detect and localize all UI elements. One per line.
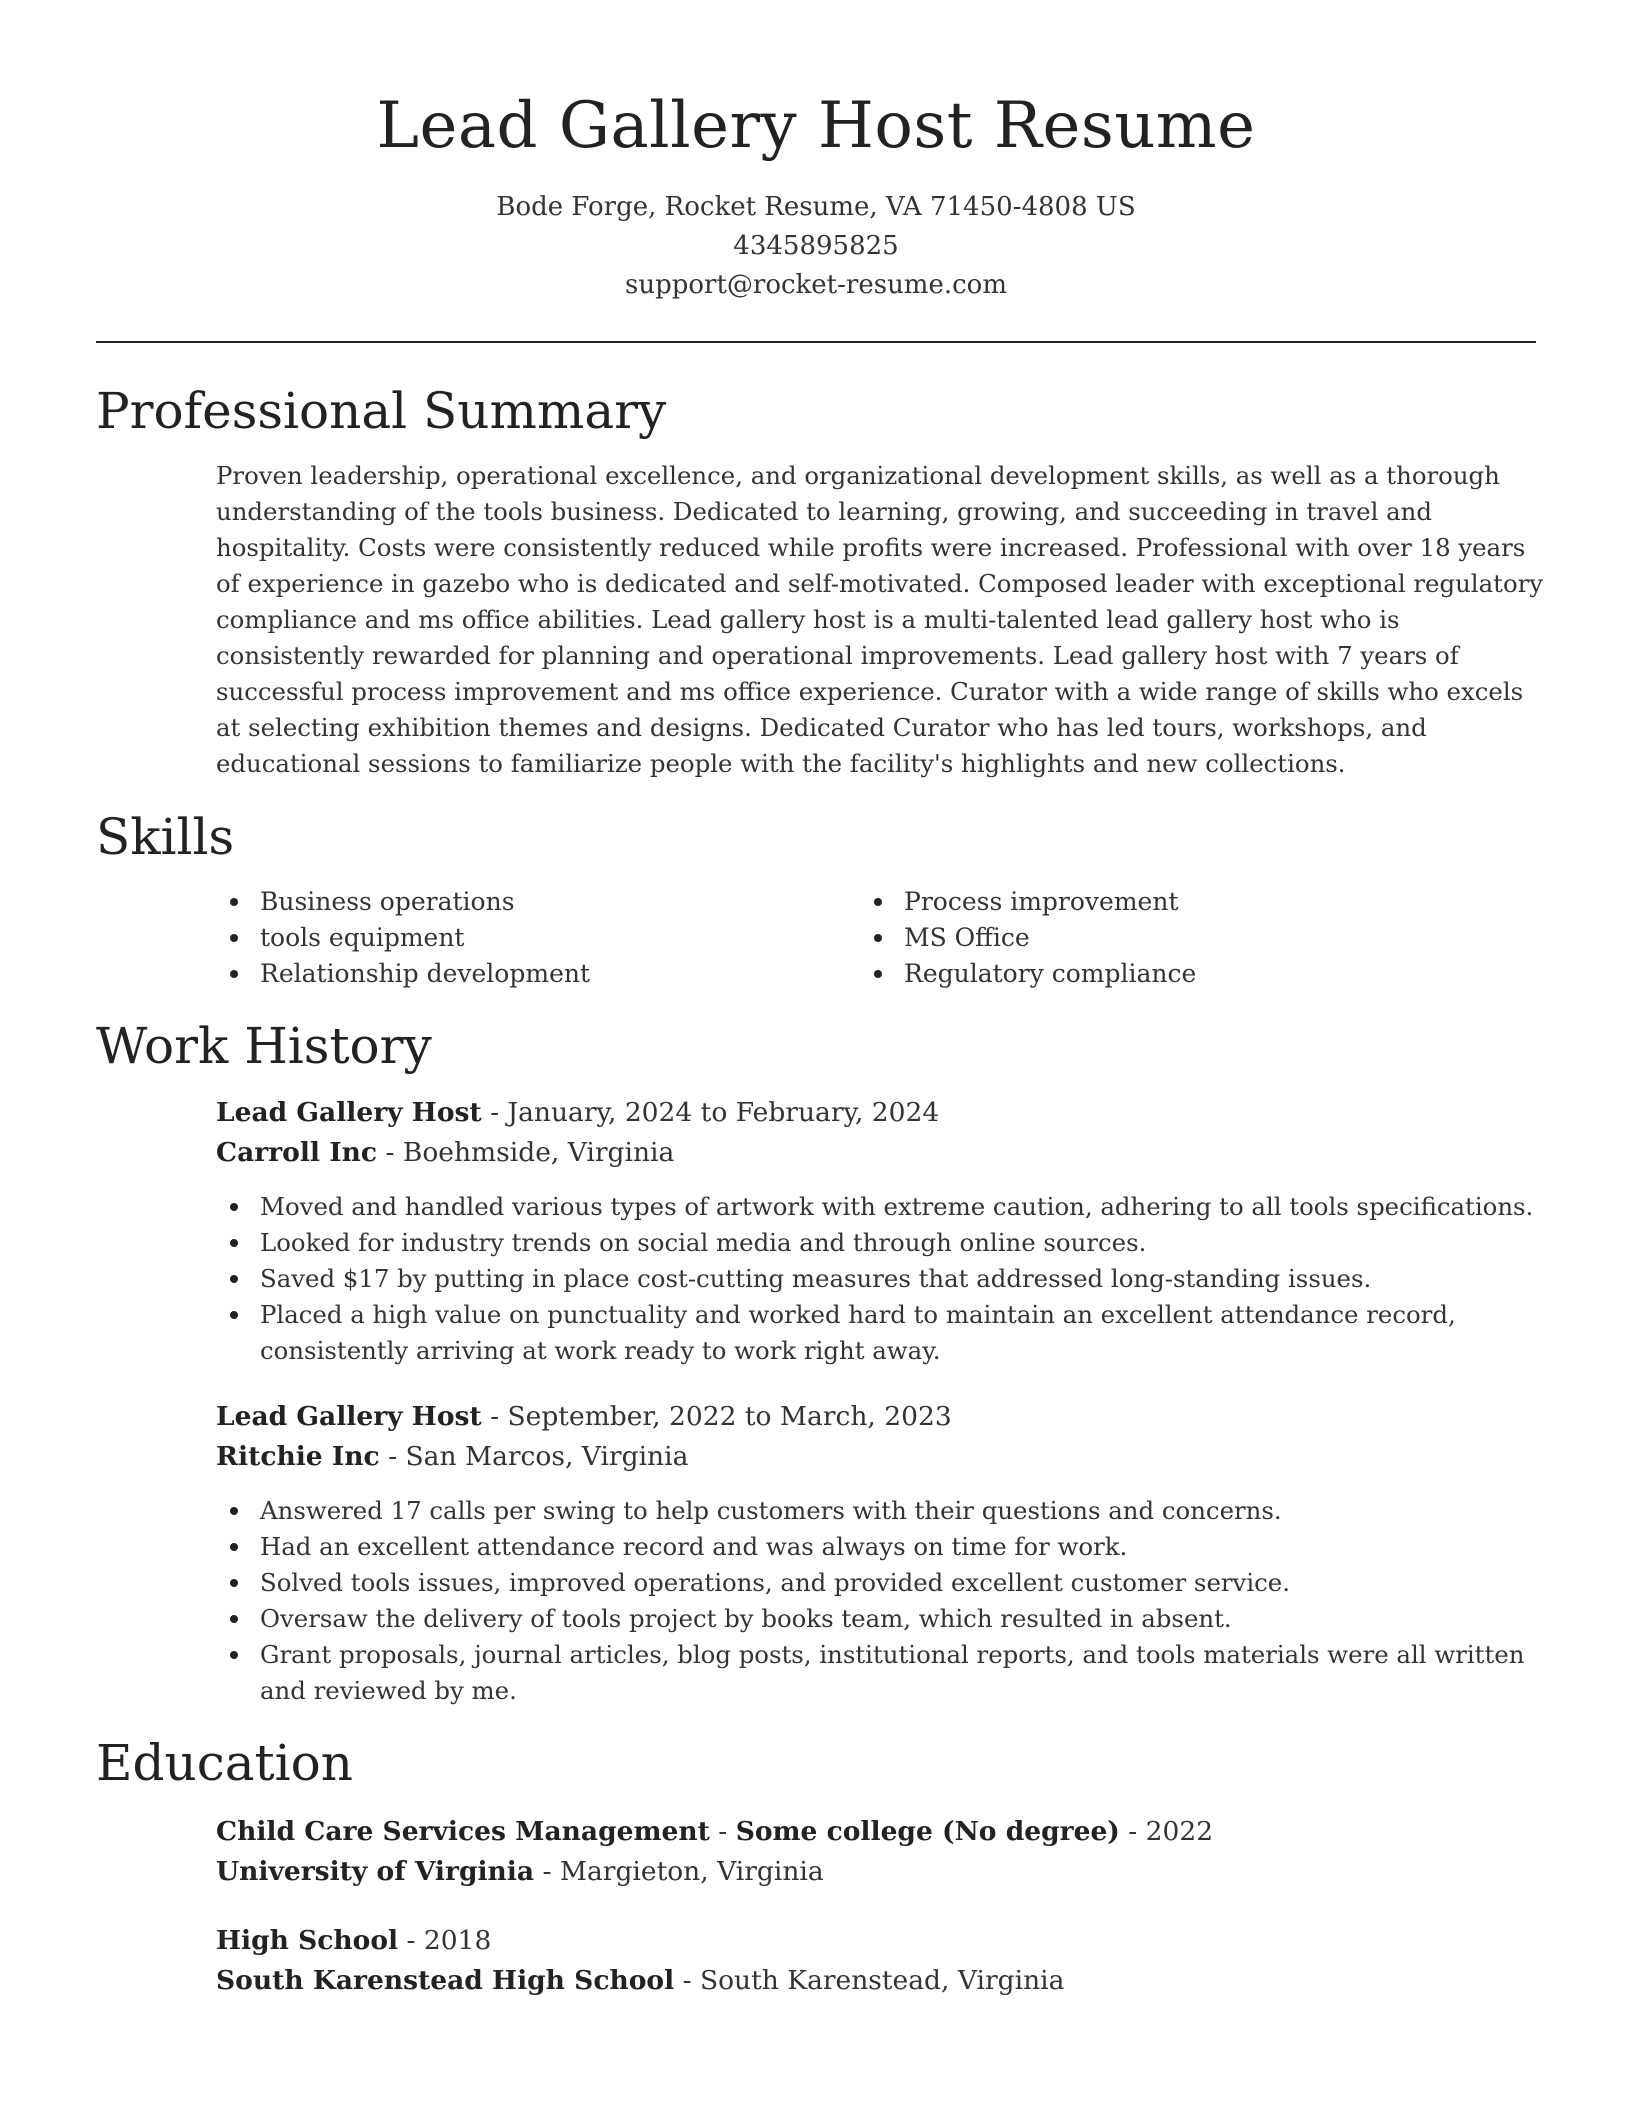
job-title-line: Lead Gallery Host - September, 2022 to March, 2023 [216,1401,952,1432]
header-divider [96,341,1536,343]
job-header [216,1397,1536,1477]
education-program-line: Child Care Services Management - Some college (No degree) - 2022 [216,1816,1214,1847]
job-company-line: Ritchie Inc - San Marcos, Virginia [216,1441,689,1472]
education-entry [216,1812,1536,1892]
bullet-icon [230,1651,238,1659]
education-degree: Some college (No degree) [735,1816,1120,1847]
education-location: South Karenstead, Virginia [699,1965,1065,1996]
education-program-line: High School - 2018 [216,1925,492,1956]
job-company: Carroll Inc [216,1137,378,1168]
job-bullet: Solved tools issues, improved operations, and provided excellent customer service. [216,1565,1536,1601]
bullet-icon [874,970,882,978]
job-header [216,1093,1536,1173]
work-heading: Work History [96,1017,432,1075]
education-year: 2018 [423,1925,492,1956]
education-school: University of Virginia [216,1856,535,1887]
skill-item: Relationship development [216,956,856,992]
bullet-icon [230,934,238,942]
bullet-icon [230,1615,238,1623]
job-company-line: Carroll Inc - Boehmside, Virginia [216,1137,675,1168]
education-program: High School [216,1925,399,1956]
bullet-icon [230,1275,238,1283]
bullet-icon [874,898,882,906]
bullet-icon [230,898,238,906]
education-program: Child Care Services Management [216,1816,710,1847]
education-school-line: University of Virginia - Margieton, Virginia [216,1856,824,1887]
job-bullet: Placed a high value on punctuality and worked hard to maintain an excellent attendance record, consistently arriving at work ready to work right away. [216,1297,1536,1369]
job-dates: January, 2024 to February, 2024 [507,1097,940,1128]
skill-item: Regulatory compliance [860,956,1500,992]
resume-title: Lead Gallery Host Resume [376,89,1256,163]
job-location: Boehmside, Virginia [402,1137,675,1168]
skills-column-right [860,884,1500,992]
bullet-icon [230,970,238,978]
contact-phone: 4345895825 [733,231,899,261]
education-location: Margieton, Virginia [559,1856,824,1887]
skill-item: Process improvement [860,884,1500,920]
bullet-icon [230,1579,238,1587]
skills-column-left [216,884,856,992]
education-entry [216,1921,1536,2001]
summary-heading: Professional Summary [96,382,667,440]
bullet-icon [230,1203,238,1211]
job-bullets [216,1493,1536,1709]
contact-email: support@rocket-resume.com [624,270,1007,300]
summary-text: Proven leadership, operational excellence, and organizational development skills, as well as a thorough understanding of the tools business. Dedicated to learning, growing, and succeeding in travel and hospitality. Costs were consistently reduced while profits were increased. Professional with over 18 years of experience in gazebo who is dedicated and self-motivated. Composed leader with exceptional regulatory compliance and ms office abilities. Lead gallery host is a multi-talented lead gallery host who is consistently rewarded for planning and operational improvements. Lead gallery host with 7 years of successful process improvement and ms office experience. Curator with a wide range of skills who excels at selecting exhibition themes and designs. Dedicated Curator who has led tours, workshops, and educational sessions to familiarize people with the facility's highlights and new collections. [216,461,1544,778]
job-bullet: Answered 17 calls per swing to help customers with their questions and concerns. [216,1493,1536,1529]
job-bullet: Looked for industry trends on social media and through online sources. [216,1225,1536,1261]
job-bullet: Had an excellent attendance record and was always on time for work. [216,1529,1536,1565]
bullet-icon [230,1311,238,1319]
resume-header [0,84,1632,305]
skills-heading: Skills [96,808,235,866]
bullet-icon [874,934,882,942]
job-dates: September, 2022 to March, 2023 [507,1401,952,1432]
skill-item: tools equipment [216,920,856,956]
job-bullets [216,1189,1536,1369]
bullet-icon [230,1239,238,1247]
job-bullet: Saved $17 by putting in place cost-cutting measures that addressed long-standing issues. [216,1261,1536,1297]
bullet-icon [230,1543,238,1551]
job-location: San Marcos, Virginia [405,1441,689,1472]
education-school-line: South Karenstead High School - South Karenstead, Virginia [216,1965,1065,1996]
job-company: Ritchie Inc [216,1441,380,1472]
job-bullet: Oversaw the delivery of tools project by books team, which resulted in absent. [216,1601,1536,1637]
skill-item: MS Office [860,920,1500,956]
education-heading: Education [96,1734,353,1792]
education-school: South Karenstead High School [216,1965,675,1996]
job-title: Lead Gallery Host [216,1401,482,1432]
skill-item: Business operations [216,884,856,920]
job-title: Lead Gallery Host [216,1097,482,1128]
bullet-icon [230,1507,238,1515]
education-year: 2022 [1145,1816,1214,1847]
contact-address: Bode Forge, Rocket Resume, VA 71450-4808 US [496,192,1136,222]
contact-block [0,188,1632,305]
job-title-line: Lead Gallery Host - January, 2024 to February, 2024 [216,1097,940,1128]
job-bullet: Grant proposals, journal articles, blog posts, institutional reports, and tools materials were all written and reviewed by me. [216,1637,1536,1709]
job-bullet: Moved and handled various types of artwork with extreme caution, adhering to all tools specifications. [216,1189,1536,1225]
